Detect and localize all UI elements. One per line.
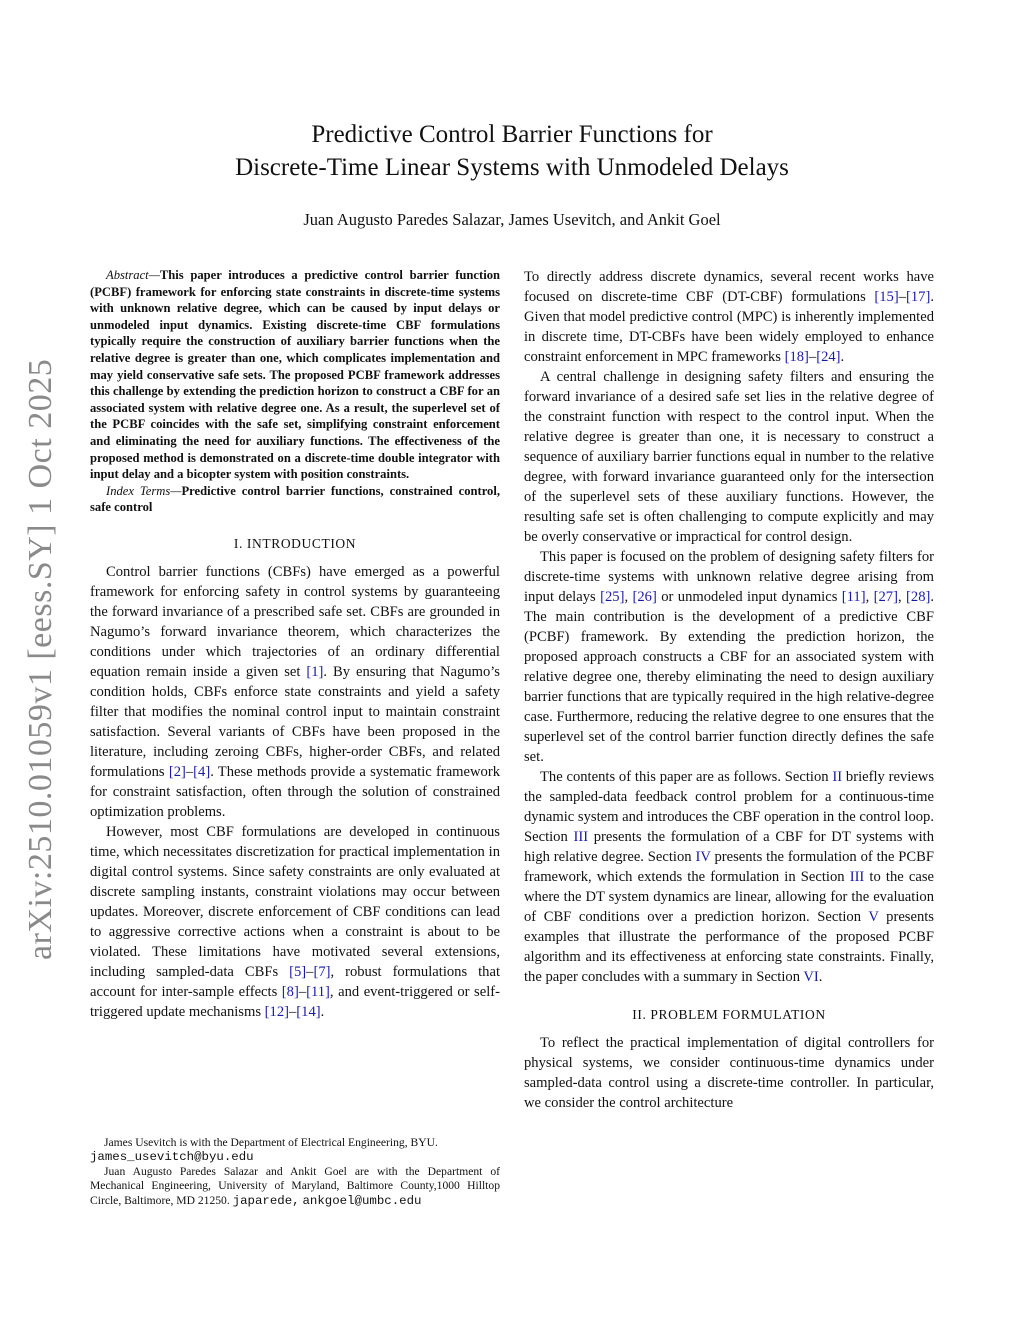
footnote-paredes-goel: Juan Augusto Paredes Salazar and Ankit Goel are with the Department of Mechanical Engineering, University of Maryland, Baltimore County,1000 Hilltop Circle, Baltimore, MD 21250. japarede, ankgoel@umbc.edu [90,1164,500,1208]
right-column [524,267,934,1113]
citation-link[interactable]: [11] [306,983,330,1000]
citation-link[interactable]: [2] [168,763,186,780]
arxiv-identifier-stamp: arXiv:2510.01059v1 [eess.SY] 1 Oct 2025 [22,358,59,960]
intro-paragraph-1: Control barrier functions (CBFs) have emerged as a powerful framework for enforcing safety in control systems by guaranteeing the forward invariance of a prescribed safe set. CBFs are grounded in Nagumo’s forward invariance theorem, which characterizes the conditions under which trajectories of an ordinary differential equation remain inside a given set [1]. By ensuring that Nagumo’s condition holds, CBFs enforce state constraints and yield a safety filter that modifies the nominal control input to maintain constraint satisfaction. Several variants of CBFs have been proposed in the literature, including zeroing CBFs, higher-order CBFs, and related formulations [2]–[4]. These methods provide a systematic framework for constraint satisfaction, often through the solution of constrained optimization problems. [90,563,500,820]
citation-link[interactable]: [18] [784,349,809,365]
citation-link[interactable]: [25] [600,589,625,605]
section-link[interactable]: II [832,769,843,785]
index-terms-text: Predictive control barrier functions, constrained control, safe control [90,483,500,515]
section-heading-problem-formulation: II. PROBLEM FORMULATION [632,1007,826,1022]
email-goel[interactable]: ankgoel@umbc.edu [302,1193,422,1208]
email-paredes[interactable]: japarede, [232,1193,300,1208]
section-link[interactable]: IV [695,849,711,865]
section-link[interactable]: V [868,909,879,925]
citation-link[interactable]: [17] [906,289,931,305]
problem-paragraph-1: To reflect the practical implementation of digital controllers for physical systems, we consider continuous-time dynamics under sampled-data control using a discrete-time controller. In particular, we consider the control architecture [524,1035,934,1111]
abstract [90,267,500,516]
paper-title [100,118,924,184]
email-usevitch[interactable]: james_usevitch@byu.edu [90,1150,254,1165]
abstract-label: Abstract [106,268,149,282]
title-line-2: Discrete-Time Linear Systems with Unmodeled Delays [235,154,789,181]
intro-paragraph-6: The contents of this paper are as follows. Section II briefly reviews the sampled-data feedback control problem for a continuous-time dynamic system and introduces the CBF operation in the control loop. Section III presents the formulation of a CBF for DT systems with high relative degree. Section IV presents the formulation of the PCBF framework, which extends the formulation in Section III to the case where the DT system dynamics are linear, allowing for the evaluation of CBF conditions over a prediction horizon. Section V presents examples that illustrate the performance of the proposed PCBF algorithm and its effectiveness at enforcing state constraints. Finally, the paper concludes with a summary in Section VI. [524,769,934,985]
citation-link[interactable]: [5] [289,963,307,980]
left-column [90,267,500,1022]
abstract-text: This paper introduces a predictive control barrier function (PCBF) framework for enforcing state constraints in discrete-time systems with unknown relative degree, which can be caused by input delays or unmodeled input dynamics. Existing discrete-time CBF formulations typically require the construction of auxiliary barrier functions when the relative degree is greater than one, which complicates implementation and may yield conservative safe sets. The proposed PCBF framework addresses this challenge by extending the prediction horizon to construct a CBF for an associated system with relative degree one. As a result, the superlevel set of the PCBF coincides with the safe set, simplifying constraint enforcement and eliminating the need for auxiliary functions. The effectiveness of the proposed method is demonstrated on a discrete-time double integrator with input delay and a bicopter system with position constraints. [90,268,500,482]
affiliation-footnotes [90,1136,500,1208]
citation-link[interactable]: [27] [873,589,898,605]
citation-link[interactable]: [12] [264,1003,289,1020]
footnote-usevitch: James Usevitch is with the Department of Electrical Engineering, BYU. james_usevitch@byu.edu [90,1136,438,1165]
intro-paragraph-3: To directly address discrete dynamics, several recent works have focused on discrete-time CBF (DT-CBF) formulations [15]–[17]. Given that model predictive control (MPC) is inherently implemented in discrete time, DT-CBFs have been widely employed to enhance constraint enforcement in MPC frameworks [18]–[24]. [524,269,934,365]
citation-link[interactable]: [24] [816,349,841,365]
section-link[interactable]: VI [803,969,819,985]
citation-link[interactable]: [7] [313,963,331,980]
citation-link[interactable]: [28] [906,589,931,605]
intro-paragraph-5: This paper is focused on the problem of designing safety filters for discrete-time systems with unknown relative degree arising from input delays [25], [26] or unmodeled input dynamics [11], [27], [28]. The main contribution is the development of a predictive CBF (PCBF) framework. By extending the prediction horizon, the proposed approach constructs a CBF for an associated system with relative degree one, thereby eliminating the need to design auxiliary barrier functions that are typically required in the high relative-degree case. Furthermore, reducing the relative degree to one ensures that the superlevel set of the control barrier function directly defines the safe set. [524,549,935,765]
section-heading-introduction: I. INTRODUCTION [233,535,357,551]
citation-link[interactable]: [11] [841,589,866,605]
section-link[interactable]: III [849,869,865,885]
citation-link[interactable]: [26] [632,589,657,605]
citation-link[interactable]: [1] [306,663,324,680]
index-terms-label: Index Terms [106,483,171,498]
citation-link[interactable]: [4] [193,763,211,780]
citation-link[interactable]: [14] [296,1003,321,1020]
citation-link[interactable]: [15] [874,289,899,305]
title-line-1: Predictive Control Barrier Functions for [311,121,713,148]
index-terms: Index Terms—Predictive control barrier functions, constrained control, safe control [90,483,500,515]
citation-link[interactable]: [8] [281,983,299,1000]
author-list: Juan Augusto Paredes Salazar, James Usevitch, and Ankit Goel [303,210,721,229]
intro-paragraph-2: However, most CBF formulations are developed in continuous time, which necessitates discretization for practical implementation in digital control systems. Since safety constraints are only evaluated at discrete sampling instants, constraint violations may occur between updates. Moreover, discrete enforcement of CBF conditions can lead to aggressive corrective actions when a constraint is about to be violated. These limitations have motivated several extensions, including sampled-data CBFs [5]–[7], robust formulations that account for inter-sample effects [8]–[11], and event-triggered or self-triggered update mechanisms [12]–[14]. [90,823,501,1020]
section-link[interactable]: III [573,829,589,845]
abstract-paragraph: Abstract—This paper introduces a predictive control barrier function (PCBF) framework for enforcing state constraints in discrete-time systems with unknown relative degree, which can be caused by input delays or unmodeled input dynamics. Existing discrete-time CBF formulations typically require the construction of auxiliary barrier functions when the relative degree is greater than one, which complicates implementation and may yield conservative safe sets. The proposed PCBF framework addresses this challenge by extending the prediction horizon to construct a CBF for an associated system with relative degree one. As a result, the superlevel set of the PCBF coincides with the safe set, simplifying constraint enforcement and eliminating the need for auxiliary functions. The effectiveness of the proposed method is demonstrated on a discrete-time double integrator with input delay and a bicopter system with position constraints. [90,268,500,482]
intro-paragraph-4: A central challenge in designing safety filters and ensuring the forward invariance of a desired safe set lies in the relative degree of the constraint function with respect to the control input. When the relative degree is greater than one, it is necessary to construct a sequence of auxiliary barrier functions equal in number to the relative degree, with forward invariance guaranteed only for the intersection of the superlevel sets of these auxiliary functions. However, the resulting safe set is often challenging to compute explicitly and may be overly conservative or impractical for control design. [524,369,934,545]
